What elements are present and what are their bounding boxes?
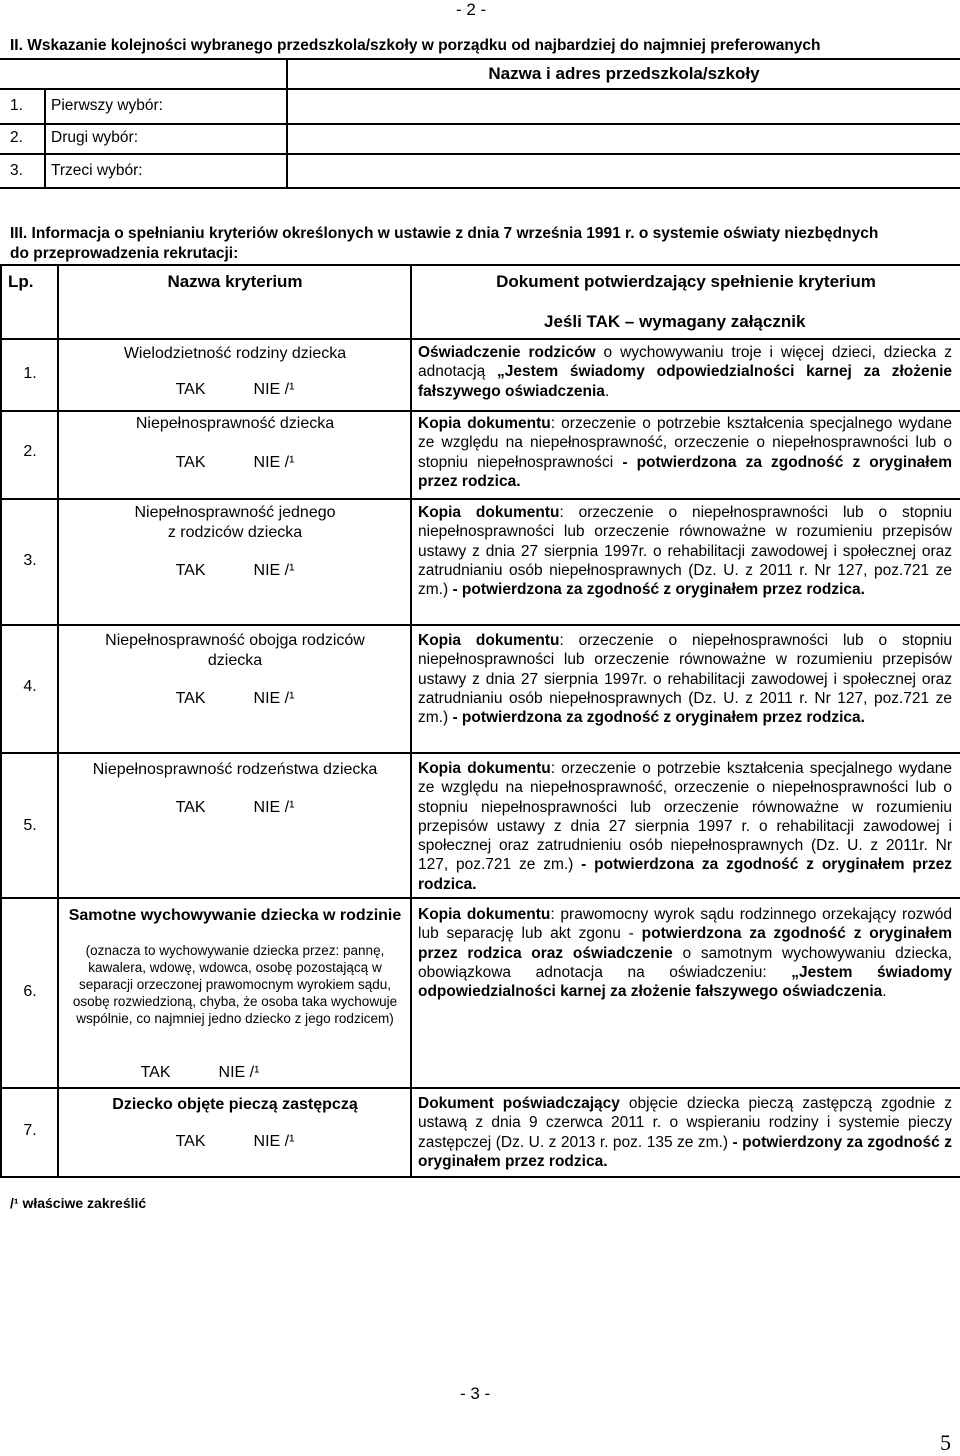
nie-option[interactable]: NIE /¹: [253, 562, 295, 579]
doc-text: objęcie dziecka pieczą zastępczą zgodnie z ustawą z dnia 9 czerwca 2011 r. o wspieraniu rodziny i systemie pieczy zastępczej (Dz. U. z 2013 r. poz. 135 ze zm.): [418, 1095, 952, 1151]
choice-1-name-field[interactable]: [288, 88, 960, 123]
doc-bold: - potwierdzona za zgodność z oryginałem przez rodzica.: [418, 856, 952, 893]
row-divider: [0, 1087, 960, 1089]
column-criterion-name: Nazwa kryterium: [167, 272, 303, 291]
corner-page-number: 5: [940, 1430, 951, 1455]
doc-text: o wychowywaniu troje i więcej dzieci, dziecka z adnotacją: [418, 344, 952, 381]
doc-bold: Kopia dokumentu: [418, 632, 560, 649]
row-number: 3.: [23, 552, 37, 569]
doc-text: .: [604, 382, 610, 400]
tak-option[interactable]: TAK: [175, 381, 206, 398]
column-document: Dokument potwierdzający spełnienie kryterium: [496, 272, 876, 291]
choice-3-name-field[interactable]: [288, 153, 960, 187]
row-divider: [0, 498, 960, 500]
doc-bold: - potwierdzona za zgodność z oryginałem przez rodzica.: [452, 581, 865, 599]
tak-option[interactable]: TAK: [175, 690, 206, 707]
tak-nie-choice[interactable]: [62, 690, 408, 708]
doc-text: : orzeczenie o niepełnosprawności lub o stopniu niepełnosprawności lub orzeczenie równoważne w rozumieniu przepisów ustawy z dnia 27 sierpnia 1997r. o rehabilitacji zawodowej i społecznej oraz zatrudnianiu osób niepełnosprawnych (Dz. U. z 2011 r. Nr 127, poz.721 ze zm.): [418, 632, 952, 727]
page-number-bottom: - 3 -: [460, 1384, 491, 1403]
doc-text: : orzeczenie o niepełnosprawności lub o stopniu niepełnosprawności lub orzeczenie równoważne w rozumieniu przepisów ustawy z dnia 27 sierpnia 1997r. o rehabilitacji zawodowej i społecznej oraz zatrudnianiu osób niepełnosprawnych (Dz. U. z 2011 r. Nr 127, poz.721 ze zm.): [418, 504, 952, 599]
criterion-name-line: Niepełnosprawność obojga rodziców: [105, 632, 365, 649]
criterion-name-line: z rodziców dziecka: [167, 524, 303, 541]
section-2-title: II. Wskazanie kolejności wybranego przedszkola/szkoły w porządku od najbardziej do najmniej preferowanych: [10, 37, 821, 54]
criterion-name: [62, 503, 408, 543]
criterion-name: Niepełnosprawność rodzeństwa dziecka: [92, 761, 378, 778]
row-divider: [0, 752, 960, 754]
section-2-column-header: Nazwa i adres przedszkola/szkoły: [488, 64, 760, 83]
nie-option[interactable]: NIE /¹: [253, 1133, 295, 1150]
section-3-title-line1: III. Informacja o spełnianiu kryteriów określonych w ustawie z dnia 7 września 1991 r. o systemie oświaty niezbędnych: [10, 225, 879, 242]
nie-option[interactable]: NIE /¹: [253, 381, 295, 398]
nie-option[interactable]: NIE /¹: [253, 690, 295, 707]
doc-bold: - potwierdzona za zgodność z oryginałem przez rodzica.: [452, 709, 865, 727]
choice-label: Drugi wybór:: [51, 129, 138, 146]
tak-option[interactable]: TAK: [175, 1133, 206, 1150]
required-document: [418, 905, 952, 1001]
tak-nie-choice[interactable]: [62, 799, 408, 817]
tak-nie-choice[interactable]: [62, 1133, 408, 1151]
tak-option[interactable]: TAK: [140, 1064, 171, 1081]
table-bottom-rule: [0, 1176, 960, 1178]
row-number: 1.: [23, 365, 37, 382]
choice-num: 2.: [10, 129, 23, 146]
table-top-rule: [0, 264, 960, 266]
row-number: 4.: [23, 678, 37, 695]
section-2-rule-4: [0, 187, 960, 189]
required-document: [418, 414, 952, 491]
doc-bold: Kopia dokumentu: [418, 415, 551, 432]
tak-option[interactable]: TAK: [175, 799, 206, 816]
column-document-subheader: Jeśli TAK – wymagany załącznik: [544, 312, 806, 331]
name-column-divider: [410, 264, 412, 1178]
tak-nie-choice[interactable]: [62, 381, 408, 399]
required-document: [418, 1094, 952, 1171]
row-number: 7.: [23, 1122, 37, 1139]
doc-bold: Dokument poświadczający: [418, 1095, 620, 1112]
doc-bold: potwierdzona za zgodność z oryginałem przez rodzica oraz oświadczenie: [418, 925, 952, 962]
doc-text: : orzeczenie o potrzebie kształcenia specjalnego wydane ze względu na niepełnosprawność, orzeczenie o niepełnosprawności lub o stopniu niepełnosprawności: [418, 415, 952, 471]
row-divider: [0, 410, 960, 412]
section-2-top-rule: [0, 58, 960, 60]
choice-2-name-field[interactable]: [288, 123, 960, 153]
tak-nie-choice[interactable]: [62, 562, 408, 580]
criterion-name: Samotne wychowywanie dziecka w rodzinie: [68, 907, 402, 924]
criterion-name: Niepełnosprawność dziecka: [135, 415, 335, 432]
doc-bold: „Jestem świadomy odpowiedzialności karnej za złożenie fałszywego oświadczenia: [418, 363, 952, 400]
doc-text: .: [882, 983, 887, 1001]
row-divider: [0, 897, 960, 899]
doc-bold: - potwierdzony za zgodność z oryginałem przez rodzica.: [418, 1133, 952, 1170]
nie-option[interactable]: NIE /¹: [218, 1064, 260, 1081]
doc-text: : prawomocny wyrok sądu rodzinnego orzekający rozwód lub separację lub akt zgonu -: [418, 906, 952, 943]
doc-bold: Kopia dokumentu: [418, 504, 560, 521]
choice-num: 3.: [10, 162, 23, 179]
row-number: 5.: [23, 817, 37, 834]
required-document: [418, 343, 952, 401]
required-document: [418, 503, 952, 599]
nie-option[interactable]: NIE /¹: [253, 799, 295, 816]
criterion-note: (oznacza to wychowywanie dziecka przez: pannę, kawalera, wdowę, wdowca, osobę pozostającą w separacji orzeczonej prawomocnym wyrokiem sądu, osobę rozwiedzioną, chyba, że osoba taka wychowuje wspólnie, co najmniej jedno dziecko z jego rodzicem): [72, 943, 398, 1026]
row-divider: [0, 624, 960, 626]
tak-nie-choice[interactable]: [62, 454, 408, 472]
doc-bold: Oświadczenie rodziców: [418, 344, 596, 361]
choice-label: Pierwszy wybór:: [51, 97, 163, 114]
section-2-num-divider: [44, 88, 46, 189]
criterion-name: Wielodzietność rodziny dziecka: [123, 345, 347, 362]
choice-label: Trzeci wybór:: [51, 162, 143, 179]
row-number: 6.: [23, 983, 37, 1000]
tak-nie-choice[interactable]: [60, 1064, 340, 1082]
doc-bold: Kopia dokumentu: [418, 906, 551, 923]
tak-option[interactable]: TAK: [175, 454, 206, 471]
column-lp: Lp.: [8, 272, 34, 291]
choice-num: 1.: [10, 97, 23, 114]
doc-bold: Kopia dokumentu: [418, 760, 551, 777]
doc-bold: „Jestem świadomy odpowiedzialności karnej za złożenie fałszywego oświadczenia: [418, 963, 952, 1001]
page-number-top: - 2 -: [456, 0, 487, 19]
criterion-name-line: dziecka: [207, 652, 263, 669]
section-3-title-line2: do przeprowadzenia rekrutacji:: [10, 245, 239, 262]
criterion-name: [62, 631, 408, 671]
criterion-name-line: Niepełnosprawność jednego: [134, 504, 336, 521]
row-divider: [0, 338, 960, 340]
tak-option[interactable]: TAK: [175, 562, 206, 579]
criterion-name: Dziecko objęte pieczą zastępczą: [112, 1096, 358, 1113]
doc-text: : orzeczenie o potrzebie kształcenia specjalnego wydane ze względu na niepełnosprawność, orzeczenie o niepełnosprawności lub o stopniu niepełnosprawności lub orzeczenie równoważne w rozumieniu przepisów ustawy z dnia 27 sierpnia 1997 r. o rehabilitacji zawodowej i społecznej oraz zatrudnieniu osób niepełnosprawnych (Dz. U. z 2011r. Nr 127, poz.721 ze zm.): [418, 760, 952, 874]
footnote: /¹ właściwe zakreślić: [10, 1195, 147, 1211]
doc-bold: - potwierdzona za zgodność z oryginałem przez rodzica.: [418, 453, 953, 490]
required-document: [418, 759, 952, 894]
lp-column-divider: [57, 264, 59, 1178]
table-left-border: [0, 264, 2, 1178]
row-number: 2.: [23, 443, 37, 460]
doc-text: o samotnym wychowywaniu dziecka, obowiązkowa adnotacja na oświadczeniu:: [418, 944, 952, 981]
required-document: [418, 631, 952, 727]
nie-option[interactable]: NIE /¹: [253, 454, 295, 471]
